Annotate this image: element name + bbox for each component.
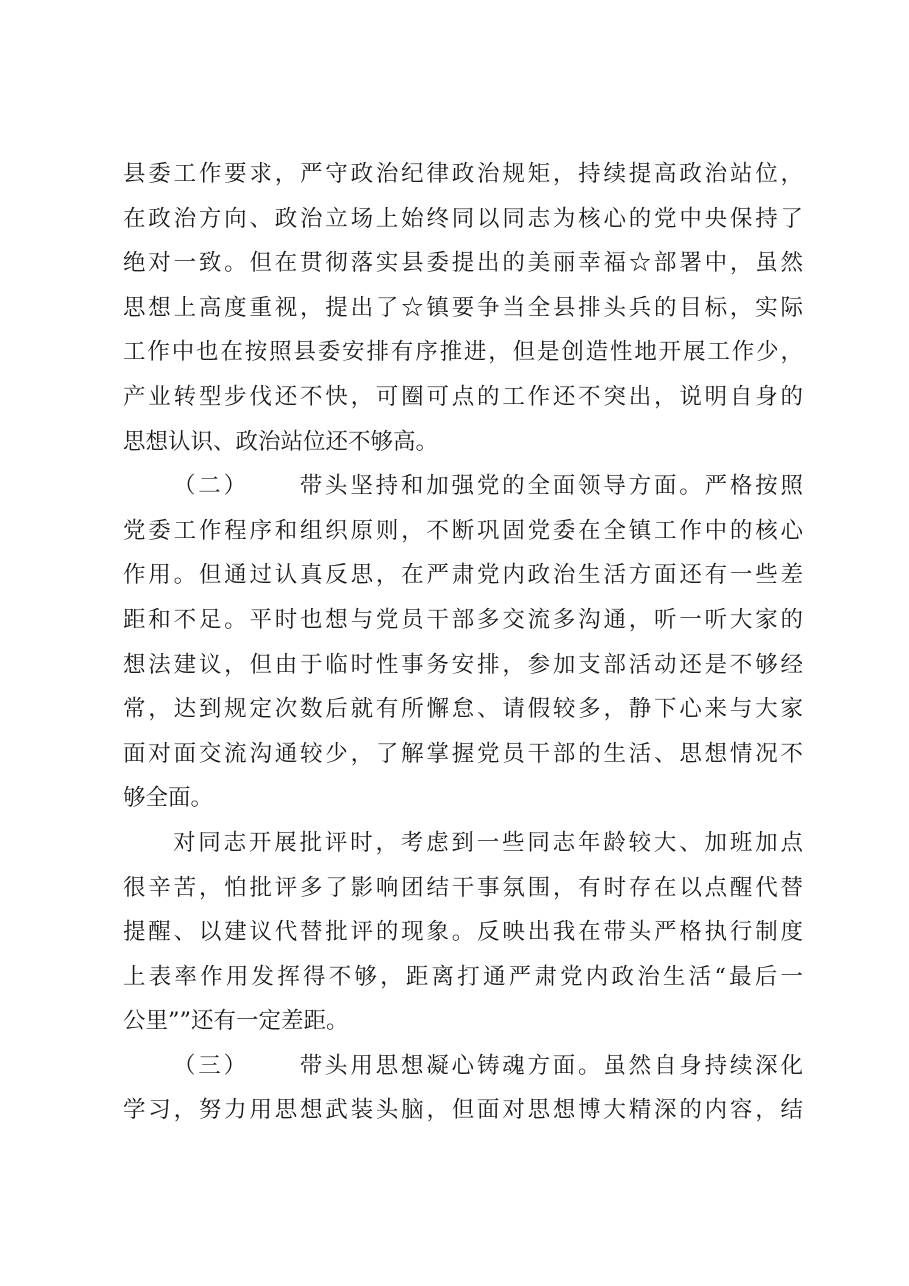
paragraph-line: 够全面。 bbox=[123, 785, 214, 812]
paragraph-line: 很辛苦，怕批评多了影响团结干事氛围，有时存在以点醒代替 bbox=[123, 874, 803, 901]
document-body bbox=[123, 152, 803, 1133]
paragraph-line: 上表率作用发挥得不够，距离打通严肃党内政治生活“最后一 bbox=[123, 963, 803, 990]
paragraph-line: 公里””还有一定差距。 bbox=[123, 1008, 349, 1035]
paragraph-line: 县委工作要求，严守政治纪律政治规矩，持续提高政治站位， bbox=[123, 161, 803, 187]
paragraph-line: 在政治方向、政治立场上始终同以同志为核心的党中央保持了 bbox=[123, 205, 803, 232]
paragraph-line: 思想认识、政治站位还不够高。 bbox=[123, 428, 439, 455]
paragraph-line: 作用。但通过认真反思，在严肃党内政治生活方面还有一些差 bbox=[123, 562, 803, 589]
section-heading-text: 带头坚持和加强党的全面领导方面。严格按照 bbox=[296, 473, 803, 500]
paragraph-line: 学习，努力用思想武装头脑，但面对思想博大精深的内容，结 bbox=[123, 1097, 803, 1124]
section-number: （二） bbox=[173, 473, 249, 500]
paragraph-line: 绝对一致。但在贯彻落实县委提出的美丽幸福☆部署中，虽然 bbox=[123, 250, 803, 277]
paragraph-line: 距和不足。平时也想与党员干部多交流多沟通，听一听大家的 bbox=[123, 606, 803, 633]
paragraph-line: 思想上高度重视，提出了☆镇要争当全县排头兵的目标，实际 bbox=[123, 294, 803, 321]
paragraph-line: 面对面交流沟通较少，了解掌握党员干部的生活、思想情况不 bbox=[123, 740, 803, 767]
paragraph-line: 常，达到规定次数后就有所懈怠、请假较多，静下心来与大家 bbox=[123, 696, 803, 723]
section-heading-line bbox=[123, 464, 803, 509]
paragraph-line: 对同志开展批评时，考虑到一些同志年龄较大、加班加点 bbox=[173, 829, 803, 856]
paragraph-line: 提醒、以建议代替批评的现象。反映出我在带头严格执行制度 bbox=[123, 919, 803, 946]
section-number: （三） bbox=[173, 1052, 249, 1079]
paragraph-line: 想法建议，但由于临时性事务安排，参加支部活动还是不够经 bbox=[123, 651, 803, 678]
paragraph-line: 产业转型步伐还不快，可圈可点的工作还不突出，说明自身的 bbox=[123, 383, 803, 410]
section-heading-line bbox=[123, 1044, 803, 1089]
paragraph-line: 工作中也在按照县委安排有序推进，但是创造性地开展工作少， bbox=[123, 339, 803, 366]
paragraph-line: 党委工作程序和组织原则，不断巩固党委在全镇工作中的核心 bbox=[123, 517, 803, 544]
section-heading-text: 带头用思想凝心铸魂方面。虽然自身持续深化 bbox=[296, 1052, 803, 1079]
